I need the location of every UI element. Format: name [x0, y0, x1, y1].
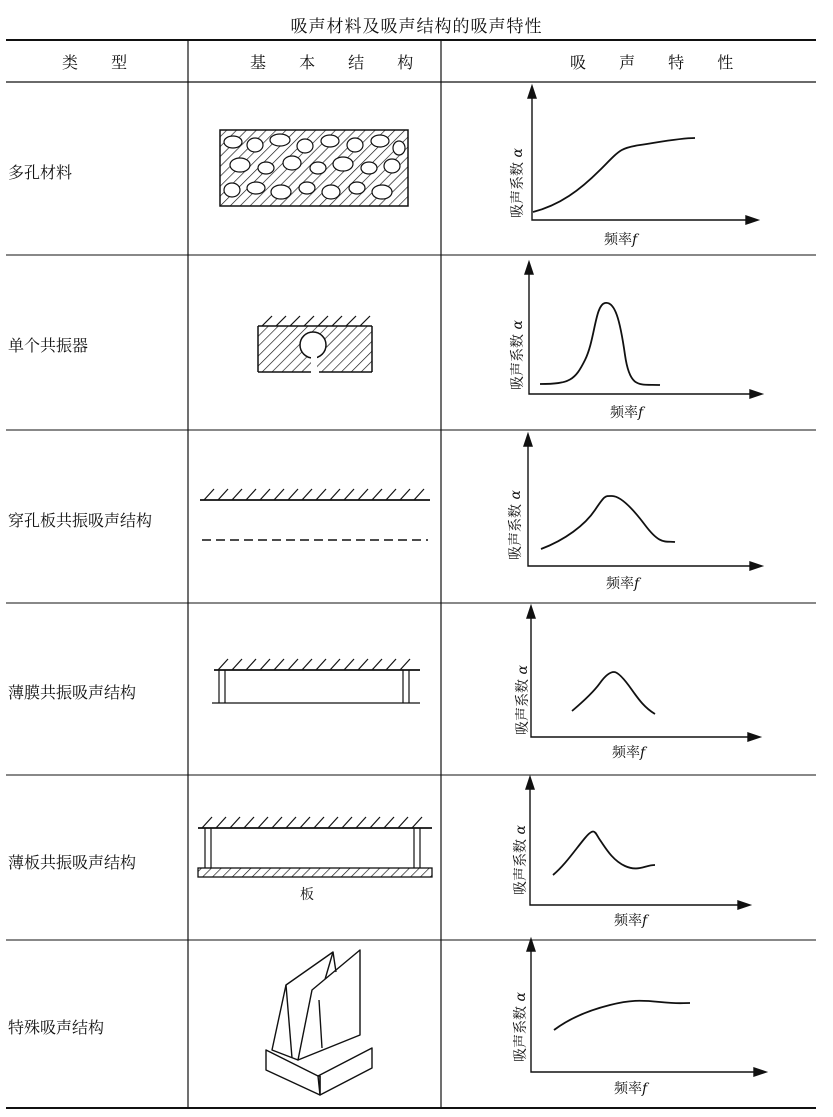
xlabel-3: 频率f [606, 576, 640, 592]
xlabel-6: 频率f [614, 1081, 648, 1097]
x-arrow-2 [750, 390, 762, 398]
type-thin-board: 薄板共振吸声结构 [8, 853, 137, 872]
page-title: 吸声材料及吸声结构的吸声特性 [290, 17, 543, 37]
axes-3 [528, 440, 756, 566]
ylabel-5: 吸声系数 α [513, 825, 529, 895]
y-arrow-6 [527, 939, 535, 951]
x-arrow-4 [748, 733, 760, 741]
x-arrow-6 [754, 1068, 766, 1076]
xlabel-5: 频率f [614, 913, 648, 929]
ylabel-6: 吸声系数 α [513, 992, 529, 1062]
axes-2 [529, 268, 756, 394]
x-arrow-1 [746, 216, 758, 224]
thin-board-diagram [198, 817, 432, 877]
axes-6 [531, 945, 760, 1072]
type-special: 特殊吸声结构 [8, 1018, 105, 1037]
axes-1 [532, 92, 752, 220]
perforated-panel-diagram [200, 489, 430, 540]
xlabel-2: 频率f [610, 405, 644, 421]
xlabel-1: 频率f [604, 232, 638, 248]
curve-6 [554, 1001, 690, 1030]
ylabel-4: 吸声系数 α [515, 665, 531, 735]
curve-2 [540, 303, 660, 385]
ylabel-3: 吸声系数 α [508, 490, 524, 560]
single-resonator-diagram [258, 316, 372, 372]
curve-5 [553, 832, 655, 875]
axes-5 [530, 783, 744, 905]
x-arrow-3 [750, 562, 762, 570]
porous-material-diagram [220, 130, 408, 206]
type-resonator: 单个共振器 [8, 336, 89, 355]
membrane-diagram [212, 659, 420, 703]
axes-4 [531, 612, 754, 737]
x-arrow-5 [738, 901, 750, 909]
header-type: 类 型 [62, 53, 142, 72]
board-label: 板 [300, 887, 314, 903]
y-arrow-2 [525, 262, 533, 274]
curve-1 [533, 138, 695, 212]
y-arrow-1 [528, 86, 536, 98]
header-structure: 基 本 结 构 [250, 53, 428, 72]
type-porous: 多孔材料 [8, 163, 73, 182]
curve-4 [572, 672, 655, 714]
ylabel-2: 吸声系数 α [510, 320, 526, 390]
xlabel-4: 频率f [612, 745, 646, 761]
ylabel-1: 吸声系数 α [510, 148, 526, 218]
y-arrow-3 [524, 434, 532, 446]
type-perforated: 穿孔板共振吸声结构 [8, 511, 153, 530]
header-property: 吸 声 特 性 [570, 53, 748, 72]
special-structure-diagram [266, 950, 372, 1095]
y-arrow-5 [526, 777, 534, 789]
type-membrane: 薄膜共振吸声结构 [8, 683, 137, 702]
curve-3 [541, 496, 675, 549]
y-arrow-4 [527, 606, 535, 618]
